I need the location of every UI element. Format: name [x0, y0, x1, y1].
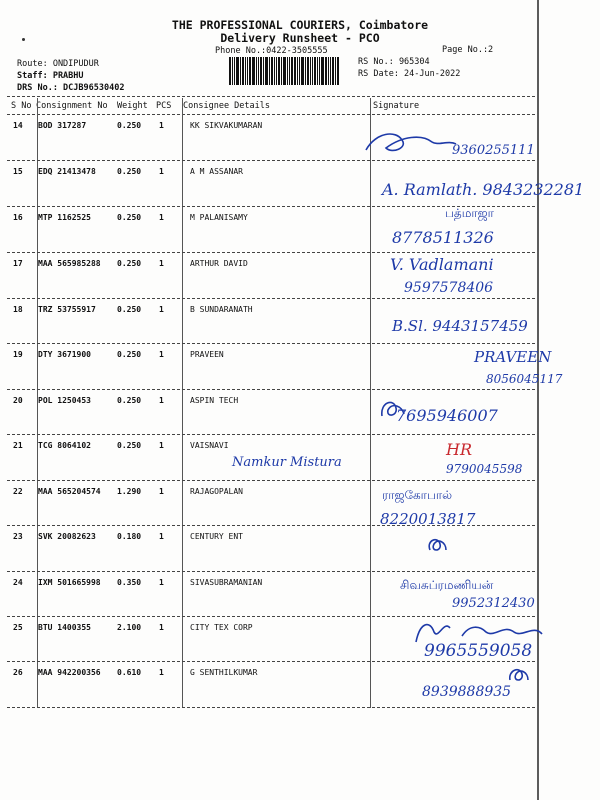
- barcode-bar: [229, 57, 231, 85]
- row-consignee: A M ASSANAR: [190, 167, 243, 176]
- row-weight: 0.610: [117, 668, 142, 677]
- barcode-bar: [310, 57, 311, 85]
- row-consignment: SVK 20082623: [38, 532, 96, 541]
- row-pcs: 1: [159, 213, 164, 222]
- barcode-bar: [256, 57, 257, 85]
- barcode-bar: [289, 57, 290, 85]
- row-pcs: 1: [159, 350, 164, 359]
- barcode-bar: [276, 57, 277, 85]
- barcode-bar: [301, 57, 304, 85]
- row-sno: 18: [13, 305, 23, 314]
- row-consignee: VAISNAVI: [190, 441, 229, 450]
- col-pcs: PCS: [156, 101, 172, 111]
- signature-phone-20: 7695946007: [396, 406, 498, 425]
- row-weight: 0.180: [117, 532, 142, 541]
- row-pcs: 1: [159, 623, 164, 632]
- barcode-bar: [281, 57, 282, 85]
- signature-scribble-23: [424, 534, 450, 556]
- row-pcs: 1: [159, 487, 164, 496]
- row-consignee: SIVASUBRAMANIAN: [190, 578, 263, 587]
- signature-red-21: HR: [446, 440, 472, 459]
- signature-19: PRAVEEN: [474, 348, 552, 366]
- row-consignment: TRZ 53755917: [38, 305, 96, 314]
- col-consignment: Consignment No: [36, 101, 108, 111]
- barcode-bar: [297, 57, 298, 85]
- barcode-bar: [278, 57, 280, 85]
- barcode-bar: [325, 57, 327, 85]
- row-sno: 26: [13, 668, 23, 677]
- page-number: Page No.:2: [442, 45, 494, 55]
- row-divider: [7, 252, 535, 253]
- signature-phone-21: 9790045598: [446, 462, 523, 476]
- barcode-bar: [249, 57, 251, 85]
- row-weight: 0.250: [117, 259, 142, 268]
- barcode-bar: [328, 57, 329, 85]
- barcode-bar: [319, 57, 320, 85]
- signature-scribble-14: [362, 126, 462, 160]
- signature-phone-22: 8220013817: [380, 510, 476, 528]
- signature-phone-25: 9965559058: [424, 641, 533, 661]
- row-sno: 21: [13, 441, 23, 450]
- route: Route: ONDIPUDUR: [17, 59, 99, 69]
- col-signature: Signature: [373, 101, 420, 111]
- row-pcs: 1: [159, 668, 164, 677]
- signature-phone-17: 9597578406: [404, 280, 494, 296]
- row-sno: 16: [13, 213, 23, 222]
- row-consignee: PRAVEEN: [190, 350, 224, 359]
- signature-17: V. Vadlamani: [390, 255, 494, 274]
- row-sno: 25: [13, 623, 23, 632]
- phone-number: Phone No.:0422-3505555: [215, 46, 328, 56]
- barcode-bar: [299, 57, 300, 85]
- row-consignment: MAA 565985288: [38, 259, 101, 268]
- row-divider: [7, 298, 535, 299]
- table-row: [0, 346, 540, 392]
- row-sno: 14: [13, 121, 23, 130]
- row-consignee: ARTHUR DAVID: [190, 259, 248, 268]
- signature-tamil-22: ராஜகோபால்: [382, 488, 453, 502]
- row-divider: [7, 389, 535, 390]
- row-consignee: CENTURY ENT: [190, 532, 243, 541]
- row-divider: [7, 160, 535, 161]
- table-row: [0, 528, 540, 574]
- signature-15: A. Ramlath. 9843232281: [382, 180, 585, 199]
- company-title: THE PROFESSIONAL COURIERS, Coimbatore: [171, 18, 429, 32]
- drs-number: DRS No.: DCJB96530402: [17, 83, 125, 93]
- row-pcs: 1: [159, 121, 164, 130]
- barcode-bar: [269, 57, 270, 85]
- row-consignment: BTU 1400355: [38, 623, 91, 632]
- row-consignment: DTY 3671900: [38, 350, 91, 359]
- row-divider: [7, 480, 535, 481]
- row-divider: [7, 343, 535, 344]
- row-consignee: RAJAGOPALAN: [190, 487, 243, 496]
- row-pcs: 1: [159, 396, 164, 405]
- row-consignee: KK SIKVAKUMARAN: [190, 121, 263, 130]
- barcode-bar: [287, 57, 288, 85]
- row-weight: 0.250: [117, 213, 142, 222]
- row-sno: 23: [13, 532, 23, 541]
- row-weight: 0.250: [117, 350, 142, 359]
- barcode-bar: [321, 57, 324, 85]
- row-sno: 22: [13, 487, 23, 496]
- row-divider: [7, 707, 535, 708]
- barcode-bar: [271, 57, 273, 85]
- barcode-bar: [291, 57, 293, 85]
- row-sno: 19: [13, 350, 23, 359]
- row-divider: [7, 571, 535, 572]
- signature-phone-16: 8778511326: [392, 228, 494, 247]
- row-consignment: MAA 942200356: [38, 668, 101, 677]
- row-consignee: B SUNDARANATH: [190, 305, 253, 314]
- row-divider: [7, 661, 535, 662]
- col-weight: Weight: [117, 101, 148, 111]
- row-consignment: MTP 1162525: [38, 213, 91, 222]
- signature-name-21: Namkur Mistura: [232, 455, 342, 470]
- barcode-bar: [242, 57, 244, 85]
- row-sno: 17: [13, 259, 23, 268]
- row-sno: 24: [13, 578, 23, 587]
- row-weight: 0.250: [117, 441, 142, 450]
- row-consignment: TCG 8064102: [38, 441, 91, 450]
- barcode: [229, 57, 345, 85]
- row-consignment: EDQ 21413478: [38, 167, 96, 176]
- barcode-bar: [236, 57, 239, 85]
- signature-18: B.Sl. 9443157459: [392, 317, 528, 335]
- row-weight: 0.250: [117, 121, 142, 130]
- row-consignee: ASPIN TECH: [190, 396, 239, 405]
- row-weight: 1.290: [117, 487, 142, 496]
- row-pcs: 1: [159, 578, 164, 587]
- barcode-bar: [258, 57, 259, 85]
- barcode-bar: [294, 57, 296, 85]
- staff: Staff: PRABHU: [17, 71, 84, 81]
- row-pcs: 1: [159, 167, 164, 176]
- barcode-bar: [312, 57, 313, 85]
- row-consignment: IXM 501665998: [38, 578, 101, 587]
- barcode-bar: [265, 57, 268, 85]
- barcode-bar: [335, 57, 336, 85]
- barcode-bar: [314, 57, 316, 85]
- barcode-bar: [263, 57, 264, 85]
- barcode-bar: [247, 57, 248, 85]
- barcode-bar: [332, 57, 334, 85]
- col-consignee: Consignee Details: [183, 101, 270, 111]
- row-pcs: 1: [159, 259, 164, 268]
- row-consignee: G SENTHILKUMAR: [190, 668, 258, 677]
- row-weight: 0.350: [117, 578, 142, 587]
- row-weight: 0.250: [117, 305, 142, 314]
- row-consignee: M PALANISAMY: [190, 213, 248, 222]
- rs-number: RS No.: 965304: [358, 57, 430, 67]
- barcode-bar: [252, 57, 255, 85]
- row-pcs: 1: [159, 441, 164, 450]
- barcode-bar: [232, 57, 233, 85]
- signature-tamil-15: பத்மாஜா: [445, 206, 494, 220]
- signature-phone-24: 9952312430: [452, 596, 535, 611]
- barcode-bar: [274, 57, 275, 85]
- row-pcs: 1: [159, 532, 164, 541]
- row-weight: 0.250: [117, 396, 142, 405]
- barcode-bar: [260, 57, 262, 85]
- signature-phone-19: 8056045117: [486, 372, 563, 386]
- signature-tamil-24: சிவசுப்ரமணியன்: [400, 578, 494, 592]
- row-weight: 2.100: [117, 623, 142, 632]
- barcode-bar: [337, 57, 339, 85]
- row-pcs: 1: [159, 305, 164, 314]
- barcode-bar: [307, 57, 309, 85]
- row-consignment: POL 1250453: [38, 396, 91, 405]
- runsheet-subtitle: Delivery Runsheet - PCO: [220, 31, 380, 45]
- header-rule-top: [7, 96, 535, 97]
- barcode-bar: [283, 57, 286, 85]
- row-weight: 0.250: [117, 167, 142, 176]
- barcode-bar: [234, 57, 235, 85]
- barcode-bar: [245, 57, 246, 85]
- signature-phone-26: 8939888935: [422, 684, 512, 700]
- barcode-bar: [317, 57, 318, 85]
- row-divider: [7, 434, 535, 435]
- header-rule-bottom: [7, 114, 535, 115]
- row-consignee: CITY TEX CORP: [190, 623, 253, 632]
- rs-date: RS Date: 24-Jun-2022: [358, 69, 461, 79]
- signature-phone-14: 9360255111: [452, 143, 535, 158]
- row-consignment: MAA 565204574: [38, 487, 101, 496]
- col-sno: S No: [11, 101, 32, 111]
- signature-scribble-26: [506, 664, 532, 686]
- row-consignment: BOD 317287: [38, 121, 87, 130]
- barcode-bar: [330, 57, 331, 85]
- barcode-bar: [240, 57, 241, 85]
- barcode-bar: [305, 57, 306, 85]
- row-sno: 20: [13, 396, 23, 405]
- row-sno: 15: [13, 167, 23, 176]
